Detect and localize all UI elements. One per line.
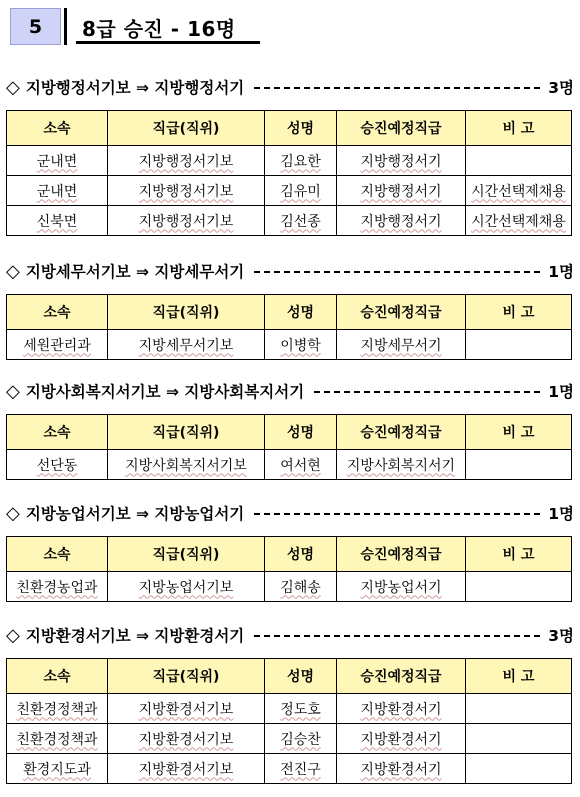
column-header: 직급(직위): [108, 537, 265, 572]
promotion-section: [6, 378, 574, 480]
table-row: [7, 694, 572, 724]
table-cell: 친환경농업과: [16, 579, 98, 596]
diamond-icon: ◇: [6, 380, 20, 402]
column-header: 승진예정직급: [337, 111, 466, 146]
page-header: [4, 4, 564, 48]
column-header: 승진예정직급: [337, 537, 466, 572]
table-cell: 세원관리과: [23, 337, 91, 354]
section-title: 지방환경서기보 ⇒ 지방환경서기: [25, 627, 245, 645]
section-heading: [6, 622, 574, 648]
table-cell: 지방환경서기보: [138, 761, 234, 778]
diamond-icon: ◇: [6, 76, 20, 98]
table-cell: 김유미: [280, 183, 321, 200]
column-header: 비 고: [466, 537, 572, 572]
table-cell: 군내면: [36, 153, 78, 170]
table-header-row: [7, 659, 572, 694]
column-header: 소속: [7, 415, 108, 450]
table-cell: 김승찬: [280, 731, 321, 748]
section-title: 지방농업서기보 ⇒ 지방농업서기: [25, 505, 245, 523]
table-cell: 지방세무서기: [360, 337, 442, 354]
column-header: 직급(직위): [108, 415, 265, 450]
section-count: 1명: [548, 505, 574, 523]
table-cell: 지방환경서기보: [138, 731, 234, 748]
section-number: 5: [28, 15, 43, 38]
column-header: 비 고: [466, 111, 572, 146]
table-cell: 지방사회복지서기보: [125, 457, 247, 474]
table-cell: 지방세무서기보: [138, 337, 234, 354]
column-header: 성명: [265, 659, 337, 694]
section-title: 지방행정서기보 ⇒ 지방행정서기: [25, 79, 245, 97]
table-cell: 지방행정서기: [360, 183, 442, 200]
section-heading: [6, 258, 574, 284]
dash-leader: [254, 271, 540, 273]
title-underline: [76, 41, 260, 44]
promotion-table: [6, 414, 572, 480]
column-header: 소속: [7, 537, 108, 572]
diamond-icon: ◇: [6, 260, 20, 282]
promotion-table: [6, 294, 572, 360]
table-cell: 지방행정서기보: [138, 183, 234, 200]
column-header: 승진예정직급: [337, 659, 466, 694]
table-cell: 지방농업서기: [360, 579, 442, 596]
table-cell: 친환경정책과: [16, 701, 98, 718]
table-header-row: [7, 537, 572, 572]
table-cell: 여서현: [280, 457, 321, 474]
table-cell: 김선종: [280, 213, 321, 230]
table-cell: 정도호: [280, 701, 321, 718]
table-row: [7, 176, 572, 206]
table-cell: 지방사회복지서기: [346, 457, 456, 474]
column-header: 성명: [265, 111, 337, 146]
section-heading: [6, 500, 574, 526]
column-header: 성명: [265, 295, 337, 330]
table-cell: 김요한: [280, 153, 321, 170]
table-row: [7, 450, 572, 480]
section-count: 1명: [548, 383, 574, 401]
section-title: 지방사회복지서기보 ⇒ 지방사회복지서기: [25, 383, 305, 401]
table-cell: 환경지도과: [23, 761, 91, 778]
table-cell: 지방환경서기: [360, 761, 442, 778]
column-header: 소속: [7, 295, 108, 330]
table-cell: 지방환경서기: [360, 701, 442, 718]
table-cell: 지방농업서기보: [138, 579, 234, 596]
header-divider: [64, 8, 67, 45]
column-header: 직급(직위): [108, 111, 265, 146]
table-cell: 이병학: [280, 337, 321, 354]
column-header: 직급(직위): [108, 659, 265, 694]
column-header: 소속: [7, 111, 108, 146]
table-cell: 군내면: [36, 183, 78, 200]
promotion-table: [6, 110, 572, 236]
table-row: [7, 724, 572, 754]
table-row: [7, 146, 572, 176]
table-cell: 친환경정책과: [16, 731, 98, 748]
table-row: [7, 754, 572, 784]
table-cell: 김해송: [280, 579, 321, 596]
promotion-table: [6, 536, 572, 602]
column-header: 직급(직위): [108, 295, 265, 330]
table-row: [7, 572, 572, 602]
table-cell: 지방환경서기: [360, 731, 442, 748]
column-header: 소속: [7, 659, 108, 694]
dash-leader: [314, 391, 540, 393]
promotion-section: [6, 622, 574, 784]
column-header: 성명: [265, 537, 337, 572]
table-header-row: [7, 295, 572, 330]
page-title: 8급 승진 - 16명: [82, 17, 236, 41]
table-cell: 지방행정서기보: [138, 213, 234, 230]
column-header: 비 고: [466, 415, 572, 450]
dash-leader: [254, 87, 540, 89]
dash-leader: [254, 635, 540, 637]
table-header-row: [7, 415, 572, 450]
section-heading: [6, 74, 574, 100]
table-cell: 지방행정서기: [360, 153, 442, 170]
section-heading: [6, 378, 574, 404]
column-header: 승진예정직급: [337, 295, 466, 330]
table-cell: 지방행정서기: [360, 213, 442, 230]
section-number-box: [10, 8, 61, 45]
column-header: 성명: [265, 415, 337, 450]
section-count: 1명: [548, 263, 574, 281]
promotion-section: [6, 258, 574, 360]
diamond-icon: ◇: [6, 624, 20, 646]
table-cell: 신북면: [36, 213, 78, 230]
promotion-table: [6, 658, 572, 784]
section-title: 지방세무서기보 ⇒ 지방세무서기: [25, 263, 245, 281]
section-count: 3명: [548, 79, 574, 97]
table-cell: 시간선택제채용: [471, 183, 566, 200]
promotion-section: [6, 74, 574, 236]
table-cell: 선단동: [36, 457, 78, 474]
table-cell: 지방행정서기보: [138, 153, 234, 170]
table-row: [7, 206, 572, 236]
table-header-row: [7, 111, 572, 146]
dash-leader: [254, 513, 540, 515]
column-header: 비 고: [466, 659, 572, 694]
table-cell: 지방환경서기보: [138, 701, 234, 718]
diamond-icon: ◇: [6, 502, 20, 524]
promotion-section: [6, 500, 574, 602]
section-count: 3명: [548, 627, 574, 645]
column-header: 비 고: [466, 295, 572, 330]
table-cell: 전진구: [280, 761, 321, 778]
column-header: 승진예정직급: [337, 415, 466, 450]
table-cell: 시간선택제채용: [471, 213, 566, 230]
table-row: [7, 330, 572, 360]
